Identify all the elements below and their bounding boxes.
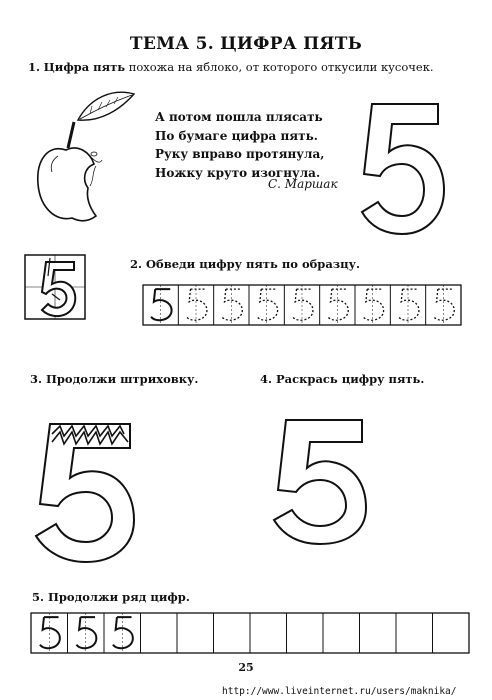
task-1-number: 1. <box>28 60 41 74</box>
task-1-bold: Цифра пять <box>43 60 126 74</box>
poem <box>155 108 324 182</box>
source-url: http://www.liveinternet.ru/users/maknika/ <box>222 686 457 697</box>
poem-line: По бумаге цифра пять. <box>155 128 318 143</box>
task-1-rest: похожа на яблоко, от которого откусили кусочек. <box>128 60 434 74</box>
task-5-text: 5. Продолжи ряд цифр. <box>32 590 190 604</box>
task-1-text <box>28 60 434 74</box>
apple-illustration <box>30 80 150 230</box>
hatching-digit-five[interactable] <box>30 414 140 564</box>
sample-digit-box <box>24 254 86 320</box>
coloring-digit-five[interactable] <box>270 416 370 546</box>
poem-line: Руку вправо протянула, <box>155 147 325 161</box>
outline-digit-five-large <box>358 98 448 238</box>
task-4-text: 4. Раскрась цифру пять. <box>260 372 425 386</box>
task-2-text: 2. Обведи цифру пять по образцу. <box>130 257 360 271</box>
page-number: 25 <box>238 661 254 674</box>
poem-line: А потом пошла плясать <box>155 110 323 124</box>
tracing-row[interactable] <box>142 284 462 326</box>
task-3-text: 3. Продолжи штриховку. <box>30 372 199 386</box>
series-row[interactable] <box>30 612 470 654</box>
poem-author: С. Маршак <box>268 177 338 191</box>
poem-line: Ножку круто изогнула. <box>155 165 321 180</box>
page-title: ТЕМА 5. ЦИФРА ПЯТЬ <box>129 34 363 54</box>
